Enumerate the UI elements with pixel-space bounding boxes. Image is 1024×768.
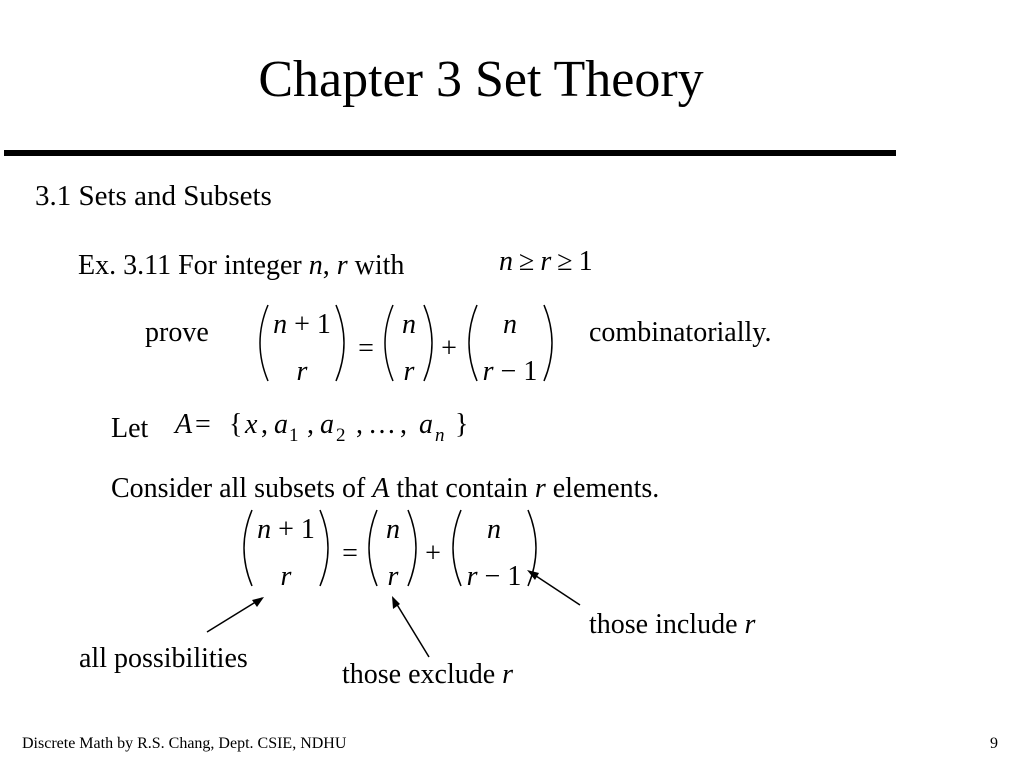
set-x: x: [245, 409, 258, 440]
consider-A: A: [372, 473, 390, 504]
include-text: those include: [589, 609, 745, 640]
consider-part3: elements.: [545, 473, 660, 504]
arrowhead-include: [527, 570, 539, 580]
set-eq: =: [195, 409, 211, 440]
equals-sign-1: =: [358, 333, 374, 364]
label-all-possibilities: all possibilities: [79, 643, 248, 674]
set-comma-3: ,: [356, 409, 363, 440]
set-sub-n: n: [435, 425, 445, 446]
binom-bot-3: r − 1: [482, 356, 538, 387]
section-heading: 3.1 Sets and Subsets: [35, 180, 272, 212]
exclude-text: those exclude: [342, 659, 503, 690]
page-number: 9: [990, 735, 998, 752]
cond-ge-1: ≥: [519, 246, 535, 277]
binom-top-1: n + 1: [273, 309, 331, 340]
plus-sign-1: +: [441, 333, 457, 364]
binom-bot-1: r: [296, 356, 308, 387]
example-comma: ,: [322, 250, 337, 281]
include-r: r: [744, 609, 756, 640]
consider-statement: [111, 472, 659, 506]
binom2-top-2: n: [386, 514, 400, 545]
paren-left-4: [244, 510, 252, 586]
paren-right-4: [320, 510, 328, 586]
set-an: a: [419, 409, 433, 440]
cond-one: 1: [578, 246, 593, 277]
identity-top: [260, 305, 552, 387]
exclude-r: r: [502, 659, 514, 690]
arrow-all-possibilities: [207, 598, 262, 632]
binom2-bot-1: r: [280, 561, 292, 592]
example-r: r: [336, 250, 348, 281]
label-those-exclude: [342, 658, 513, 692]
example-with: with: [347, 250, 405, 281]
set-definition: [173, 409, 468, 446]
binom2-top-1: n + 1: [257, 514, 315, 545]
binom2-top-3: n: [487, 514, 501, 545]
arrowhead-all: [252, 597, 264, 607]
set-open-brace: {: [229, 409, 243, 440]
set-close-brace: }: [455, 409, 469, 440]
cond-ge-2: ≥: [557, 246, 573, 277]
plus-sign-2: +: [425, 538, 441, 569]
consider-part1: Consider all subsets of: [111, 473, 373, 504]
binom2-bot-3: r − 1: [466, 561, 522, 592]
paren-left-3: [469, 305, 477, 381]
consider-part2: that contain: [389, 473, 535, 504]
set-comma-1: ,: [261, 409, 268, 440]
example-n: n: [308, 250, 323, 281]
paren-right-3: [544, 305, 552, 381]
binom-top-3: n: [503, 309, 517, 340]
paren-left-1: [260, 305, 268, 381]
paren-right-2: [424, 305, 432, 381]
set-a1: a: [274, 409, 288, 440]
equals-sign-2: =: [342, 538, 358, 569]
set-comma-4: ,: [400, 409, 407, 440]
cond-r: r: [540, 246, 552, 277]
binom-top-2: n: [402, 309, 416, 340]
set-comma-2: ,: [307, 409, 314, 440]
slide-title: Chapter 3 Set Theory: [258, 51, 704, 108]
paren-left-6: [453, 510, 461, 586]
set-sub-1: 1: [289, 425, 299, 446]
set-a2: a: [320, 409, 334, 440]
arrow-those-exclude: [393, 598, 429, 657]
set-A: A: [175, 409, 193, 440]
set-sub-2: 2: [336, 425, 346, 446]
paren-left-5: [369, 510, 377, 586]
set-ellipsis: …: [368, 409, 396, 440]
paren-right-1: [336, 305, 344, 381]
consider-r: r: [534, 473, 546, 504]
prove-label: prove: [145, 317, 209, 348]
identity-bottom: [244, 510, 536, 592]
label-those-include: [589, 608, 755, 642]
paren-left-2: [385, 305, 393, 381]
prove-suffix: combinatorially.: [589, 317, 772, 348]
cond-n: n: [499, 246, 513, 277]
let-label: Let: [111, 413, 149, 444]
footer-credit: Discrete Math by R.S. Chang, Dept. CSIE, NDHU: [22, 735, 347, 752]
binom-bot-2: r: [403, 356, 415, 387]
example-prefix: Ex. 3.11 For integer: [78, 250, 309, 281]
binom2-bot-2: r: [387, 561, 399, 592]
paren-right-5: [408, 510, 416, 586]
arrow-those-include: [530, 572, 580, 605]
